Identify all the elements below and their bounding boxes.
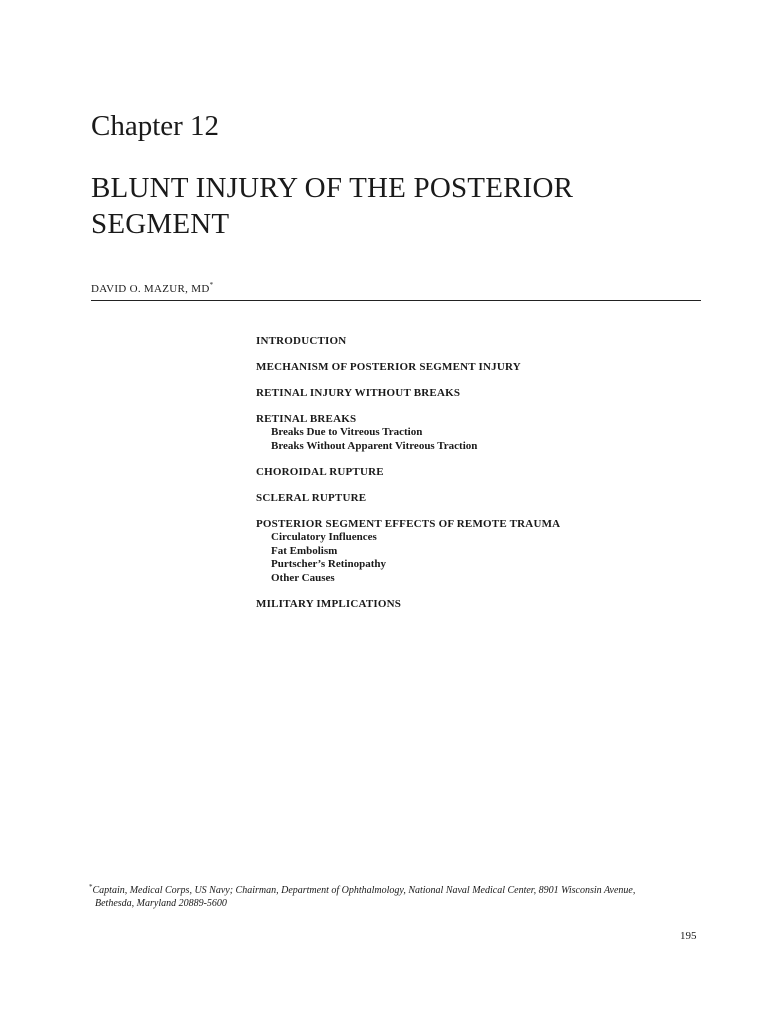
outline-heading: MECHANISM OF POSTERIOR SEGMENT INJURY [256,361,521,373]
outline-subheading: Circulatory Influences [271,531,377,543]
outline-subheading: Other Causes [271,571,335,584]
outline-heading: RETINAL INJURY WITHOUT BREAKS [256,387,461,399]
footnote-mark: * [89,883,93,891]
outline-section [256,517,696,585]
chapter-label: Chapter 12 [91,110,220,142]
outline-section [256,412,696,453]
outline-heading: CHOROIDAL RUPTURE [256,466,384,478]
outline-subheading: Fat Embolism [271,544,338,557]
outline-section [256,597,696,611]
footnote-text-1: Captain, Medical Corps, US Navy; Chairman, Department of Ophthalmology, National Naval Medical Center, 8901 Wisconsin Avenue, [92,885,636,896]
chapter-title-line-1: BLUNT INJURY OF THE POSTERIOR [91,172,574,204]
author-byline [91,281,213,295]
chapter-title-line-2: SEGMENT [91,208,230,240]
footnote-line-2: Bethesda, Maryland 20889-5600 [95,898,227,909]
outline-section [256,491,696,505]
outline-section [256,386,696,400]
outline-subheading: Breaks Due to Vitreous Traction [271,426,423,438]
outline-subheading: Breaks Without Apparent Vitreous Traction [271,439,478,452]
outline-heading: POSTERIOR SEGMENT EFFECTS OF REMOTE TRAUMA [256,518,561,530]
outline-section [256,465,696,479]
chapter-title [91,170,691,242]
footnote-line-1 [89,881,709,897]
outline-section [256,360,696,374]
outline-subheading: Purtscher’s Retinopathy [271,558,386,570]
page-number: 195 [680,930,697,942]
author-footnote [89,881,709,910]
author-name: DAVID O. MAZUR, MD [91,283,210,295]
outline-heading: SCLERAL RUPTURE [256,492,367,504]
outline-heading: RETINAL BREAKS [256,413,357,425]
author-footnote-mark: * [209,281,214,289]
title-divider [91,300,701,301]
outline-section [256,334,696,348]
outline-heading: MILITARY IMPLICATIONS [256,598,402,610]
chapter-outline [256,334,696,623]
outline-heading: INTRODUCTION [256,335,347,347]
